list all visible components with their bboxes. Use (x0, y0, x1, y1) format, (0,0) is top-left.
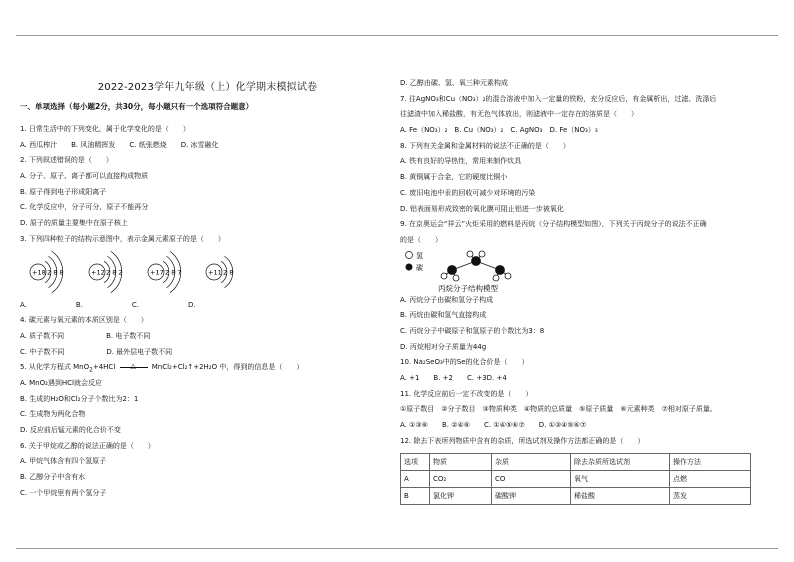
top-rule (16, 35, 778, 36)
atom-diagram (206, 256, 233, 288)
right-line: 10. Na₂SeO₃中的Se的化合价是（ ） (400, 358, 529, 367)
right-line: B. 丙烷由碳和氢气直接构成 (400, 311, 487, 320)
left-line: B. 生成的H₂O和Cl₂分子个数比为2：1 (20, 394, 139, 403)
right-line: 9. 在京奥运会“祥云”火炬采用的燃料是丙烷（分子结构模型如图），下列关于丙烷分子的说法不正确 (400, 220, 707, 229)
table-row (401, 471, 751, 488)
atom-shell-label: 2 8 2 (106, 268, 123, 276)
left-line: A. B. C. D. (20, 300, 196, 309)
table-header-cell: 杂质 (492, 454, 571, 471)
left-line: A. 西瓜榨汁 B. 风油精挥发 C. 纸张燃烧 D. 冰雪融化 (20, 140, 219, 149)
right-line: D. 乙醇由碳、氢、氧三种元素构成 (400, 79, 508, 87)
left-line: A. 甲烷气体含有四个氢原子 (20, 457, 107, 466)
atom-diagram (89, 251, 123, 293)
table-cell: 蒸发 (670, 488, 751, 505)
atom-structure-figure (20, 248, 260, 296)
left-line: B. 乙醇分子中含有水 (20, 473, 86, 482)
table-cell: 稀盐酸 (571, 488, 670, 505)
left-line: D. 反应前后锰元素的化合价不变 (20, 426, 121, 434)
right-line: ①原子数目 ②分子数目 ③物质种类 ④物质的总质量 ⑤原子质量 ⑥元素种类 ⑦相对原子质量。 (400, 405, 717, 414)
left-line: A. MnO₂遇到HCl就会反应 (20, 378, 103, 387)
left-line: C. 化学反应中，分子可分，原子不能再分 (20, 203, 149, 212)
left-line: D. 原子的质量主要集中在原子核上 (20, 219, 128, 228)
left-line: C. 中子数不同 D. 最外层电子数不同 (20, 347, 173, 356)
atom-shell-label: 2 8 (223, 268, 234, 276)
right-line: 8. 下列有关金属和金属材料的说法不正确的是（ ） (400, 141, 570, 150)
right-line: A. ①③⑥ B. ②④⑥ C. ①④⑤⑥⑦ D. ①③④⑤⑥⑦ (400, 421, 587, 430)
table-header-row (401, 454, 751, 471)
atom-nucleus-label: +12 (91, 268, 105, 276)
propane-model (400, 249, 775, 293)
right-line: 往滤渣中加入稀盐酸，有无色气体放出，则滤液中一定存在的溶质是（ ） (400, 110, 638, 119)
table-header-cell: 选项 (401, 454, 430, 471)
left-column (20, 40, 395, 501)
propane-structure-figure (400, 249, 600, 293)
atom-nucleus-label: +17 (150, 268, 164, 276)
right-line: A. 铁有良好的导热性，常用来制作炊具 (400, 157, 522, 166)
right-line: D. 丙烷相对分子质量为44g (400, 342, 487, 351)
right-line: A. +1 B. +2 C. +3D. +4 (400, 374, 507, 382)
atom-shell-label: 2 8 7 (165, 268, 182, 276)
table-cell: 碳酸钾 (492, 488, 571, 505)
question-5: 5. 从化学方程式 MnO$_2$+4HCl △ MnCl₂+Cl₂↑+2H₂O 中，得到的信息是（ ） (20, 361, 304, 374)
atom-diagram (148, 251, 182, 293)
table-cell: CO (492, 471, 571, 488)
table-row (401, 488, 751, 505)
model-caption: 丙烷分子结构模型 (438, 283, 498, 293)
atom-diagram (30, 251, 64, 293)
table-cell: 点燃 (670, 471, 751, 488)
question-12-table (400, 453, 751, 505)
equation-arrow: △ (120, 367, 148, 368)
right-line: D. 铝表面易形成致密的氧化膜可阻止铝进一步被氧化 (400, 204, 564, 213)
left-line: 4. 碳元素与氧元素的本质区别是（ ） (20, 316, 148, 325)
page-title: 2022-2023学年九年级（上）化学期末模拟试卷 (97, 82, 318, 93)
atom-nucleus-label: +18 (32, 268, 46, 276)
right-line: B. 黄铜属于合金，它的硬度比铜小 (400, 173, 508, 182)
right-line: A. Fe（NO₃）₂ B. Cu（NO₃）₂ C. AgNO₃ D. Fe（NO₃）₃ (400, 126, 598, 135)
atom-shell-label: 2 8 8 (47, 268, 64, 276)
right-line: C. 丙烷分子中碳原子和氢原子的个数比为3：8 (400, 326, 545, 335)
legend-hydrogen: 氢 (416, 251, 423, 260)
left-line: 6. 关于甲烷或乙醇的说法正确的是（ ） (20, 441, 155, 450)
left-line: A. 分子、原子、离子都可以直接构成物质 (20, 172, 149, 181)
bottom-rule (16, 548, 778, 549)
atom-diagrams (20, 248, 395, 298)
left-line: C. 生成物为两化合物 (20, 410, 86, 419)
table-cell: 氯化钾 (430, 488, 492, 505)
hydrogen-legend-icon (406, 251, 413, 258)
left-line: B. 原子得到电子形成阳离子 (20, 187, 107, 196)
left-line: A. 质子数不同 B. 电子数不同 (20, 331, 151, 340)
table-cell: A (401, 471, 430, 488)
left-line: C. 一个甲烷里有两个氢分子 (20, 488, 107, 497)
right-line: 7. 往AgNO₃和Cu（NO₃）₂的混合溶液中加入一定量的铁粉，充分反应后，有金属析出，过滤、洗涤后 (400, 94, 717, 103)
right-line: C. 废旧电池中汞的回收可减少对环境的污染 (400, 188, 536, 197)
right-column (400, 76, 775, 505)
atom-nucleus-label: +11 (208, 268, 222, 276)
right-line: 12. 除去下表所列物质中含有的杂质，所选试剂及操作方法都正确的是（ ） (400, 436, 645, 445)
propane-molecule (441, 251, 511, 281)
left-line: 2. 下列叙述错误的是（ ） (20, 156, 113, 165)
table-header-cell: 物质 (430, 454, 492, 471)
table-cell: CO₂ (430, 471, 492, 488)
table-cell: 氧气 (571, 471, 670, 488)
section-heading: 一、单项选择（每小题2分，共30分，每小题只有一个选项符合题意） (20, 102, 254, 111)
legend-carbon: 碳 (416, 263, 423, 272)
left-line: 3. 下列四种粒子的结构示意图中，表示金属元素原子的是（ ） (20, 234, 225, 243)
carbon-legend-icon (406, 263, 413, 270)
table-header-cell: 操作方法 (670, 454, 751, 471)
right-line: A. 丙烷分子由碳和氢分子构成 (400, 295, 494, 304)
left-line: 1. 日常生活中的下列变化，属于化学变化的是（ ） (20, 125, 190, 133)
right-line: 的是（ ） (400, 235, 442, 244)
right-line: 11. 化学反应前后一定不改变的是（ ） (400, 389, 533, 398)
table-cell: B (401, 488, 430, 505)
table-header-cell: 除去杂质所选试剂 (571, 454, 670, 471)
